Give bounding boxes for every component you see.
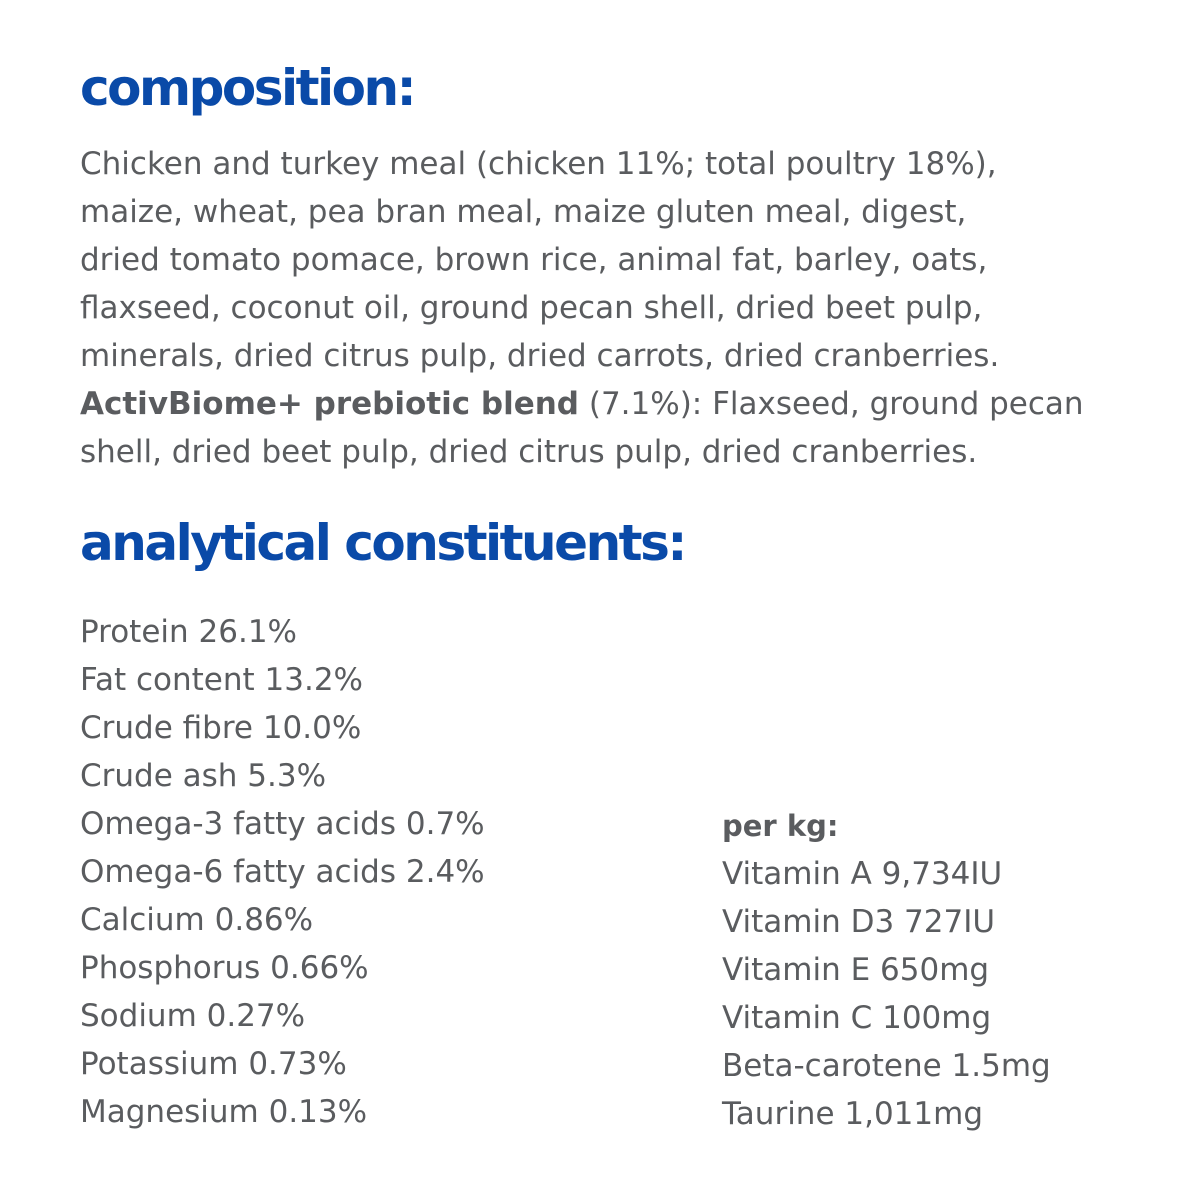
constituent-item: Sodium 0.27% <box>80 998 306 1034</box>
constituent-item: Protein 26.1% <box>80 614 297 650</box>
per-kg-item: Vitamin C 100mg <box>722 1000 992 1036</box>
per-kg-item: Taurine 1,011mg <box>722 1096 984 1132</box>
constituent-item: Potassium 0.73% <box>80 1046 347 1082</box>
analytical-constituents-heading: analytical constituents: <box>80 514 685 572</box>
composition-line: shell, dried beet pulp, dried citrus pulp, dried cranberries. <box>80 434 978 470</box>
constituent-item: Calcium 0.86% <box>80 902 314 938</box>
constituent-item: Crude ash 5.3% <box>80 758 327 794</box>
per-kg-section <box>722 802 1051 1138</box>
constituent-item: Magnesium 0.13% <box>80 1094 368 1130</box>
per-kg-heading: per kg: <box>722 809 839 843</box>
constituent-item: Fat content 13.2% <box>80 662 364 698</box>
composition-line: dried tomato pomace, brown rice, animal fat, barley, oats, <box>80 242 988 278</box>
prebiotic-blend-name: ActivBiome+ prebiotic blend <box>80 386 579 422</box>
per-kg-list <box>722 850 1051 1138</box>
per-kg-item: Vitamin A 9,734IU <box>722 856 1003 892</box>
constituents-list <box>80 608 485 1136</box>
per-kg-item: Vitamin D3 727IU <box>722 904 996 940</box>
composition-heading: composition: <box>80 59 415 117</box>
constituent-item: Omega-6 fatty acids 2.4% <box>80 854 485 890</box>
constituent-item: Phosphorus 0.66% <box>80 950 369 986</box>
prebiotic-blend-line <box>80 380 1140 428</box>
constituent-item: Omega-3 fatty acids 0.7% <box>80 806 485 842</box>
prebiotic-blend-detail: (7.1%): Flaxseed, ground pecan <box>579 386 1084 422</box>
per-kg-item: Vitamin E 650mg <box>722 952 990 988</box>
composition-line: minerals, dried citrus pulp, dried carrots, dried cranberries. <box>80 338 1000 374</box>
composition-line: maize, wheat, pea bran meal, maize gluten meal, digest, <box>80 194 967 230</box>
composition-text <box>80 140 1140 476</box>
per-kg-item: Beta-carotene 1.5mg <box>722 1048 1051 1084</box>
composition-line: Chicken and turkey meal (chicken 11%; total poultry 18%), <box>80 146 997 182</box>
constituent-item: Crude fibre 10.0% <box>80 710 362 746</box>
composition-line: flaxseed, coconut oil, ground pecan shell, dried beet pulp, <box>80 290 983 326</box>
